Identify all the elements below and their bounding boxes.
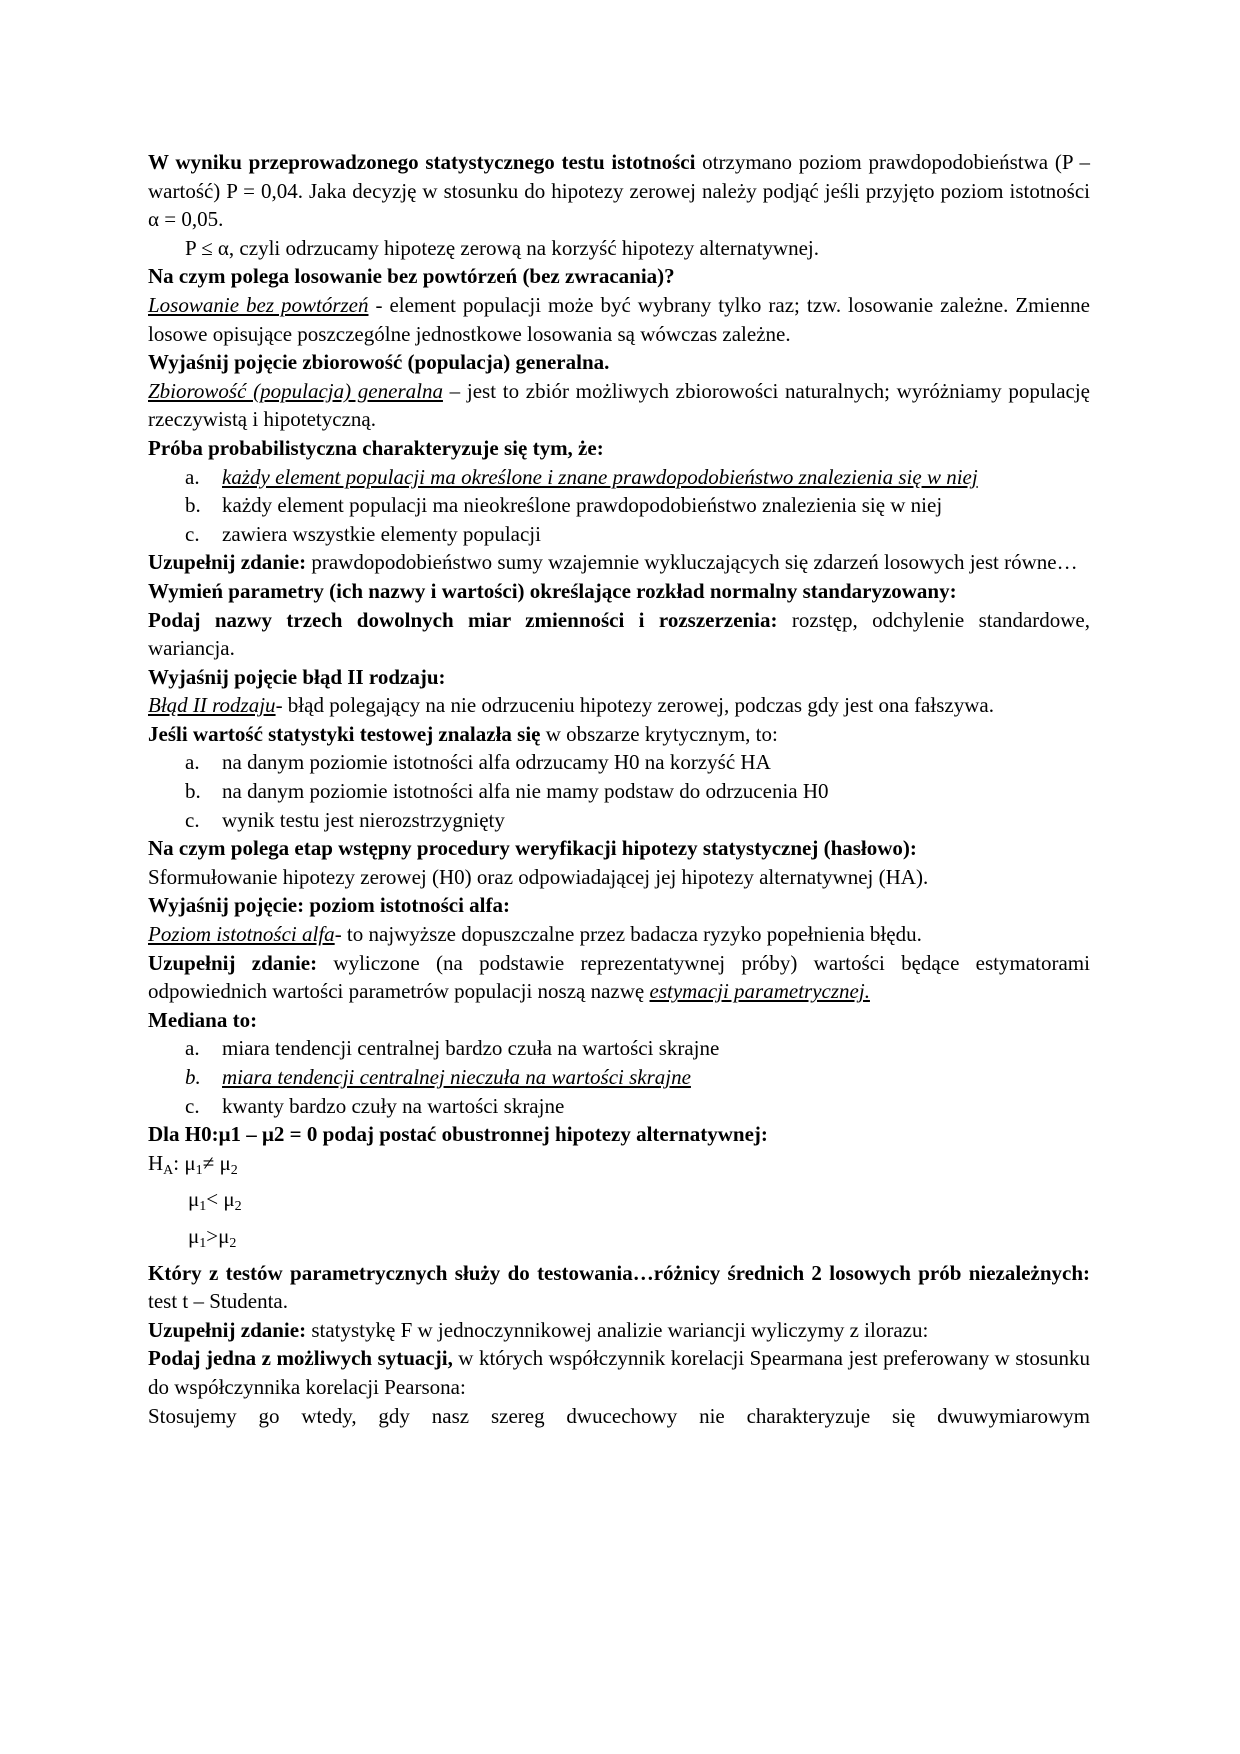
question-bold: W wyniku przeprowadzonego statystycznego testu istotności bbox=[148, 150, 696, 174]
list-marker: b. bbox=[185, 493, 201, 518]
mu-sub: 2 bbox=[234, 1199, 242, 1215]
relation: ≠ bbox=[202, 1150, 220, 1175]
question-significance-level bbox=[148, 891, 1090, 920]
list-item bbox=[148, 806, 1090, 835]
question-initial-stage bbox=[148, 834, 1090, 863]
list-marker: a. bbox=[185, 1036, 200, 1061]
list-item bbox=[148, 748, 1090, 777]
question-type-ii-error bbox=[148, 663, 1090, 692]
mu-symbol: μ bbox=[188, 1187, 200, 1212]
answer-text: - to najwyższe dopuszczalne przez badacza ryzyko popełnienia błędu. bbox=[334, 922, 922, 947]
question-alternative-hypothesis bbox=[148, 1120, 1090, 1149]
answer-text: - błąd polegający na nie odrzuceniu hipotezy zerowej, podczas gdy jest ona fałszywa. bbox=[275, 693, 994, 718]
correct-option: każdy element populacji ma określone i znane prawdopodobieństwo znalezienia się w niej bbox=[222, 464, 978, 489]
option-text: miara tendencji centralnej bardzo czuła na wartości skrajne bbox=[222, 1036, 720, 1061]
question-bold: Na czym polega losowanie bez powtórzeń (bez zwracania)? bbox=[148, 264, 675, 289]
hypothesis-line-3 bbox=[148, 1222, 1090, 1259]
question-bold: Podaj jedna z możliwych sytuacji, bbox=[148, 1346, 453, 1371]
list-item bbox=[148, 520, 1090, 549]
question-bold: Wyjaśnij pojęcie zbiorowość (populacja) generalna. bbox=[148, 350, 610, 375]
question-p-value-decision bbox=[148, 148, 1090, 234]
list-marker: b. bbox=[185, 779, 201, 804]
answer-text: – jest to zbiór możliwych zbiorowości naturalnych; wyróżniamy populację rzeczywistą i hipotetyczną. bbox=[148, 378, 1090, 432]
answer-p-value-decision: P ≤ α, czyli odrzucamy hipotezę zerową na korzyść hipotezy alternatywnej. bbox=[185, 235, 819, 260]
question-bold: Mediana to: bbox=[148, 1007, 258, 1032]
question-bold: Dla H0:μ1 – μ2 = 0 podaj postać obustronnej hipotezy alternatywnej: bbox=[148, 1122, 768, 1147]
question-parametric-test bbox=[148, 1259, 1090, 1316]
answer-initial-stage: Sformułowanie hipotezy zerowej (H0) oraz odpowiadającej jej hipotezy alternatywnej (HA). bbox=[148, 864, 929, 889]
question-text: otrzymano poziom prawdopodobieństwa (P – wartość) P = 0,04. Jaka decyzję w stosunku do hipotezy zerowej należy podjąć jeśli przyjęto poziom istotności α = 0,05. bbox=[148, 150, 1090, 232]
relation: < bbox=[206, 1187, 224, 1212]
mu-symbol: μ bbox=[223, 1187, 235, 1212]
question-bold: Który z testów parametrycznych służy do testowania…różnicy średnich 2 losowych prób niezależnych: bbox=[148, 1260, 1090, 1285]
question-bold: Wyjaśnij pojęcie błąd II rodzaju: bbox=[148, 664, 446, 689]
question-sampling-without-replacement bbox=[148, 262, 1090, 291]
relation: > bbox=[206, 1223, 219, 1248]
list-marker: a. bbox=[185, 750, 200, 775]
option-text: każdy element populacji ma nieokreślone prawdopodobieństwo znalezienia się w niej bbox=[222, 493, 943, 518]
option-text: na danym poziomie istotności alfa nie mamy podstaw do odrzucenia H0 bbox=[222, 779, 829, 804]
question-bold: Podaj nazwy trzech dowolnych miar zmienności i rozszerzenia: bbox=[148, 607, 778, 632]
mu-symbol: μ bbox=[188, 1223, 200, 1248]
mu-sub: 1 bbox=[199, 1235, 207, 1251]
term: Losowanie bez powtórzeń bbox=[148, 292, 369, 317]
options-critical-region bbox=[148, 748, 1090, 834]
question-bold: Na czym polega etap wstępny procedury weryfikacji hipotezy statystycznej (hasłowo): bbox=[148, 836, 917, 861]
h-sub: A bbox=[163, 1162, 174, 1178]
option-text: na danym poziomie istotności alfa odrzucamy H0 na korzyść HA bbox=[222, 750, 771, 775]
answer-population bbox=[148, 377, 1090, 434]
list-item bbox=[148, 491, 1090, 520]
question-bold: Wymień parametry (ich nazwy i wartości) określające rozkład normalny standaryzowany: bbox=[148, 578, 957, 603]
question-f-statistic bbox=[148, 1316, 1090, 1345]
answer-spearman: Stosujemy go wtedy, gdy nasz szereg dwucechowy nie charakteryzuje się dwuwymiarowym bbox=[148, 1403, 1090, 1428]
options-median bbox=[148, 1034, 1090, 1120]
question-text: wyliczone (na podstawie reprezentatywnej próby) wartości będące estymatorami odpowiednich wartości parametrów populacji noszą nazwę bbox=[148, 950, 1090, 1004]
h-colon: : bbox=[173, 1150, 185, 1175]
term: estymacji parametrycznej. bbox=[649, 979, 870, 1004]
question-standard-normal bbox=[148, 577, 1090, 606]
option-text: zawiera wszystkie elementy populacji bbox=[222, 521, 541, 546]
term: Błąd II rodzaju bbox=[148, 693, 276, 718]
question-text: test t – Studenta. bbox=[148, 1289, 288, 1314]
question-bold: Jeśli wartość statystyki testowej znalazła się bbox=[148, 721, 541, 746]
question-median bbox=[148, 1006, 1090, 1035]
question-text: w obszarze krytycznym, to: bbox=[540, 721, 778, 746]
answer-sampling-without-replacement bbox=[148, 291, 1090, 348]
list-item bbox=[148, 1063, 1090, 1092]
list-marker: c. bbox=[185, 521, 200, 546]
correct-option: miara tendencji centralnej nieczuła na wartości skrajne bbox=[222, 1065, 691, 1089]
mu-sub: 1 bbox=[199, 1199, 207, 1215]
list-marker: b. bbox=[185, 1065, 201, 1089]
list-item bbox=[148, 1092, 1090, 1121]
h-label: H bbox=[148, 1150, 164, 1175]
list-item bbox=[148, 777, 1090, 806]
question-text: w których współczynnik korelacji Spearmana jest preferowany w stosunku do współczynnika korelacji Pearsona: bbox=[148, 1346, 1091, 1399]
mu-symbol: μ bbox=[218, 1223, 230, 1248]
document-page bbox=[148, 148, 1090, 1430]
list-item bbox=[148, 463, 1090, 492]
question-bold: Wyjaśnij pojęcie: poziom istotności alfa: bbox=[148, 893, 511, 918]
hypothesis-line-1 bbox=[148, 1149, 1090, 1186]
question-population bbox=[148, 348, 1090, 377]
hypothesis-line-2 bbox=[148, 1185, 1090, 1222]
mu-symbol: μ bbox=[219, 1150, 231, 1175]
list-item bbox=[148, 1034, 1090, 1063]
question-dispersion-measures bbox=[148, 606, 1090, 663]
option-text: wynik testu jest nierozstrzygnięty bbox=[222, 807, 505, 832]
question-exclusive-events bbox=[148, 548, 1090, 577]
term: Poziom istotności alfa bbox=[148, 922, 335, 947]
option-text: kwanty bardzo czuły na wartości skrajne bbox=[222, 1093, 565, 1118]
term: Zbiorowość (populacja) generalna bbox=[148, 378, 443, 403]
answer-text: - element populacji może być wybrany tylko raz; tzw. losowanie zależne. Zmienne losowe opisujące poszczególne jednostkowe losowania są wówczas zależne. bbox=[148, 292, 1090, 346]
mu-sub: 2 bbox=[230, 1162, 238, 1178]
mu-symbol: μ bbox=[184, 1150, 196, 1175]
question-bold: Próba probabilistyczna charakteryzuje się tym, że: bbox=[148, 435, 604, 460]
mu-sub: 2 bbox=[229, 1235, 237, 1251]
answer-type-ii-error bbox=[148, 691, 1090, 720]
question-bold: Uzupełnij zdanie: bbox=[148, 950, 318, 975]
options-probability-sample bbox=[148, 463, 1090, 549]
question-spearman bbox=[148, 1344, 1090, 1401]
mu-sub: 1 bbox=[195, 1162, 203, 1178]
question-text: prawdopodobieństwo sumy wzajemnie wykluczających się zdarzeń losowych jest równe… bbox=[306, 550, 1078, 575]
question-bold: Uzupełnij zdanie: bbox=[148, 550, 307, 575]
question-text: statystykę F w jednoczynnikowej analizie wariancji wyliczymy z ilorazu: bbox=[306, 1317, 929, 1342]
question-critical-region bbox=[148, 720, 1090, 749]
question-bold: Uzupełnij zdanie: bbox=[148, 1317, 307, 1342]
answer-significance-level bbox=[148, 920, 1090, 949]
question-probability-sample bbox=[148, 434, 1090, 463]
list-marker: a. bbox=[185, 464, 200, 489]
question-estimation bbox=[148, 949, 1090, 1006]
list-marker: c. bbox=[185, 807, 200, 832]
question-text: rozstęp, odchylenie standardowe, wariancja. bbox=[148, 607, 1090, 661]
list-marker: c. bbox=[185, 1093, 200, 1118]
